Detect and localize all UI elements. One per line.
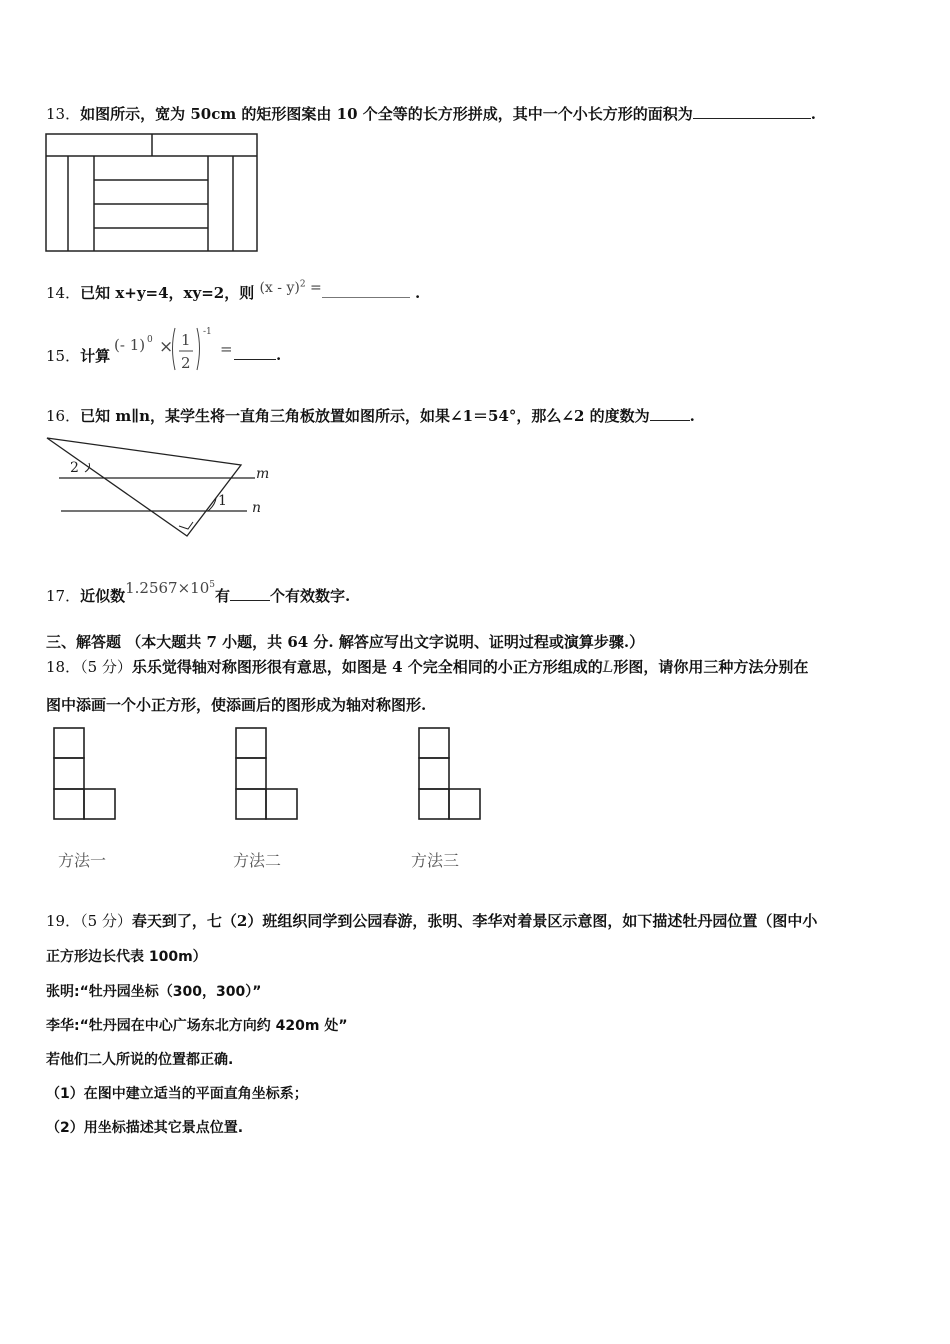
question-text: 已知 m∥n，某学生将一直角三角板放置如图所示，如果∠1＝54°，那么∠2 的度数为	[80, 407, 650, 425]
answer-area	[234, 345, 281, 364]
math-expression	[112, 320, 242, 376]
svg-text:=: =	[220, 340, 233, 358]
svg-text:×: ×	[159, 337, 174, 357]
question-number: 17．	[46, 587, 81, 605]
question-19: 19．（5 分）春天到了，七（2）班组织同学到公园春游，张明、李华对着景区示意图，如下描述牡丹园位置（图中小	[46, 912, 818, 930]
l-shape-figure-2	[235, 727, 299, 821]
l-shape-figure-1	[53, 727, 117, 821]
li-hua-statement: 李华:“牡丹园在中心广场东北方向约 420m 处”	[46, 1018, 348, 1034]
svg-text:n: n	[252, 500, 262, 516]
question-18-line-2: 图中添画一个小正方形，使添画后的图形成为轴对称图形.	[46, 696, 427, 714]
question-17: 17．近似数$1.2567\times 10^5$有 个有效数字.	[46, 579, 351, 605]
question-text: 如图所示，宽为 50cm 的矩形图案由 10 个全等的长方形拼成，其中一个小长方形的面积为	[80, 105, 693, 123]
question-number: 19．	[46, 912, 81, 930]
l-shape-figure-3	[418, 727, 482, 821]
sub-question-2: （2）用坐标描述其它景点位置.	[46, 1120, 244, 1136]
svg-text:2: 2	[70, 460, 79, 476]
svg-text:m: m	[256, 466, 270, 482]
svg-text:1: 1	[218, 493, 227, 509]
question-19-line-2: 正方形边长代表 100m）	[46, 949, 207, 965]
svg-text:-1: -1	[203, 327, 212, 337]
l-shape-label: L	[602, 657, 614, 676]
period: .	[689, 407, 695, 425]
question-number: 13．	[46, 105, 81, 123]
math-expression: $1.2567\times 10^5$	[125, 579, 215, 597]
question-number: 14．	[46, 284, 81, 302]
question-score: （5 分）	[80, 658, 132, 676]
caption-method-2: 方法二	[233, 851, 282, 870]
svg-text:(- 1): (- 1)	[114, 336, 146, 354]
question-number: 15．	[46, 347, 81, 365]
question-number: 16．	[46, 407, 81, 425]
section-title: 三、解答题 （本大题共 7 小题，共 64 分. 解答应写出文字说明、证明过程或演算步骤.）	[46, 633, 645, 651]
caption-method-1: 方法一	[58, 851, 107, 870]
caption-method-3: 方法三	[411, 851, 460, 870]
question-text: 近似数	[80, 587, 126, 605]
answer-blank[interactable]	[230, 586, 270, 601]
question-15	[46, 345, 110, 366]
answer-blank[interactable]	[234, 345, 276, 360]
question-14	[46, 279, 421, 303]
svg-text:2: 2	[181, 354, 191, 372]
question-13	[46, 103, 816, 124]
zhang-ming-statement: 张明:“牡丹园坐标（300，300）”	[46, 984, 262, 1000]
period: .	[276, 346, 282, 364]
question-16	[46, 405, 695, 426]
rectangle-tiling-figure	[45, 133, 259, 253]
answer-blank[interactable]	[650, 406, 690, 421]
math-expression: (x - y)$^2$ =	[259, 279, 322, 296]
period: .	[810, 105, 816, 123]
condition-text: 若他们二人所说的位置都正确.	[46, 1052, 234, 1068]
parallel-lines-triangle-figure	[45, 432, 275, 542]
question-text: 计算	[80, 347, 111, 365]
question-18: 18．（5 分）乐乐觉得轴对称图形很有意思，如图是 4 个完全相同的小正方形组成的L形图，请你用三种方法分别在	[46, 657, 809, 676]
svg-text:1: 1	[181, 331, 191, 349]
answer-blank[interactable]	[693, 104, 811, 119]
question-score: （5 分）	[80, 912, 132, 930]
question-text: 已知 x+y=4，xy=2，则	[80, 284, 255, 302]
period: .	[414, 284, 421, 302]
question-number: 18．	[46, 658, 81, 676]
answer-blank[interactable]	[322, 283, 410, 298]
sub-question-1: （1）在图中建立适当的平面直角坐标系；	[46, 1086, 308, 1102]
svg-text:0: 0	[147, 335, 153, 345]
